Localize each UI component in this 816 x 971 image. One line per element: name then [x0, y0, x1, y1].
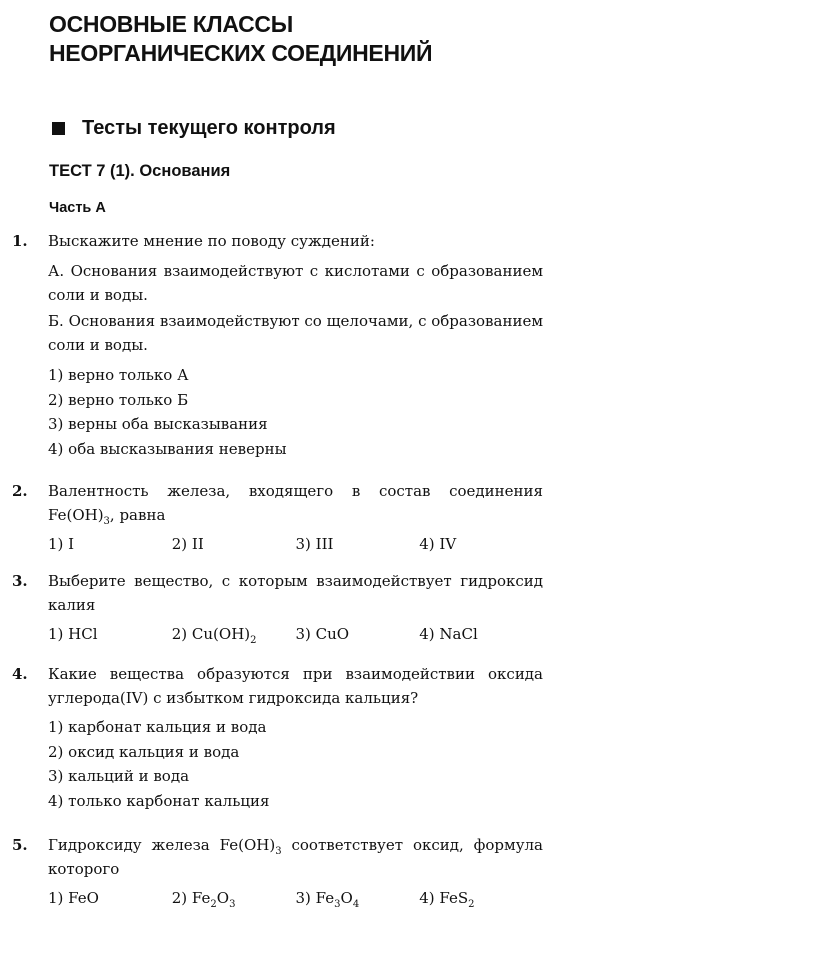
answer-option: 3) III [295, 535, 334, 553]
question-text: Гидроксиду железа $Fe(OH)_3$ соответствует оксид, формула которого [48, 836, 544, 878]
answer-option: 1) верно только А [48, 366, 189, 384]
answer-option: 3) CuO [295, 625, 350, 643]
answer-option: 3) верны оба высказывания [48, 415, 268, 433]
answer-option: 3) $Fe_3O_4$ [295, 889, 360, 910]
section-heading [52, 115, 336, 141]
question-number: 3. [12, 572, 28, 590]
question-number: 1. [12, 232, 28, 250]
answer-option: 2) $Cu(OH)_2$ [171, 625, 257, 646]
section-title: Тесты текущего контроля [82, 117, 336, 139]
question-text: Выскажите мнение по поводу суждений: [48, 232, 375, 250]
chapter-title-line-2: НЕОРГАНИЧЕСКИХ СОЕДИНЕНИЙ [49, 40, 433, 66]
answer-option: 2) оксид кальция и вода [48, 742, 240, 761]
answer-option: 2) $Fe_2O_3$ [171, 889, 236, 910]
answer-option: 2) II [171, 535, 204, 553]
question-text: Какие вещества образуются при взаимодействии оксида углерода(IV) с избытком гидроксида кальция? [48, 665, 543, 707]
question-text-line-1: Валентность железа, входящего в состав соединения [48, 482, 543, 500]
answer-option: 4) только карбонат кальция [48, 791, 270, 810]
answer-option: 4) FeS$_2$ [419, 889, 475, 910]
square-bullet-icon [52, 122, 65, 135]
answer-option: 4) оба высказывания неверны [48, 439, 287, 458]
statement-b: Б. Основания взаимодействуют со щелочами, с образованием соли и воды. [48, 312, 543, 354]
answer-option: 1) I [48, 535, 75, 553]
answer-option: 2) верно только Б [48, 390, 189, 409]
answer-option: 1) FeO [48, 889, 99, 907]
part-title: Часть А [49, 200, 106, 216]
question-text: Выберите вещество, с которым взаимодействует гидроксид калия [48, 572, 543, 614]
answer-option: 4) IV [419, 535, 457, 553]
chapter-title-line-1: ОСНОВНЫЕ КЛАССЫ [49, 11, 293, 37]
chapter-title [49, 10, 432, 68]
question-number: 4. [12, 665, 28, 683]
answer-option: 4) NaCl [419, 625, 478, 643]
answer-option: 1) карбонат кальция и вода [48, 718, 267, 736]
answer-option: 1) HCl [48, 625, 98, 643]
question-number: 5. [12, 836, 28, 854]
test-title: ТЕСТ 7 (1). Основания [49, 162, 231, 180]
question-text-line-2: $Fe(OH)_3$, равна [48, 506, 166, 527]
question-number: 2. [12, 482, 28, 500]
answer-option: 3) кальций и вода [48, 767, 190, 785]
statement-a: А. Основания взаимодействуют с кислотами с образованием соли и воды. [48, 262, 543, 304]
